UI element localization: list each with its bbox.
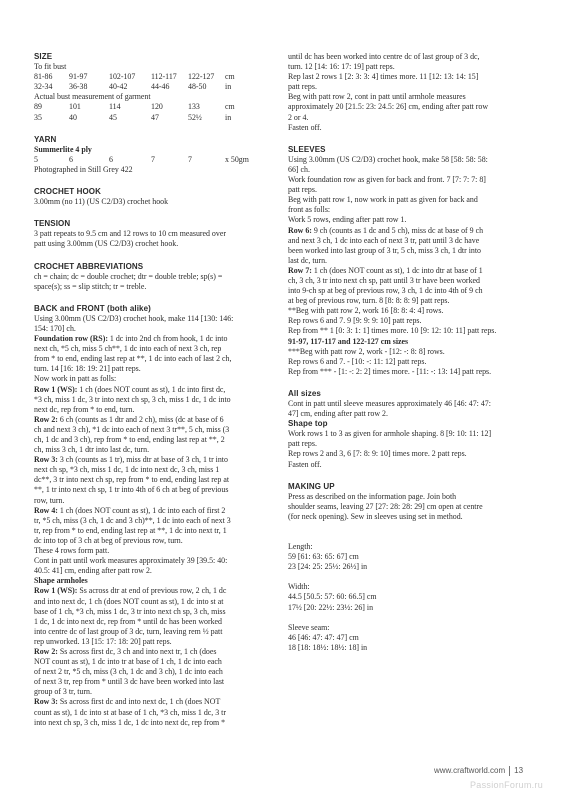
shape-top-text: [288, 429, 536, 469]
sleeve-line: Using 3.00mm (US C2/D3) crochet hook, make 58 [58: 58: 58:: [288, 154, 488, 164]
back-front-line: Row 4: 1 ch (does NOT count as st), 1 dc into each of first 2: [34, 505, 226, 515]
back-front-line: turn. 14 [16: 18: 19: 21] patt reps.: [34, 364, 141, 374]
making-up-line: (for neck opening). Sew in sleeves using set in method.: [288, 511, 463, 521]
armhole-line: 2 or 4.: [288, 112, 309, 122]
back-front-line: Using 3.00mm (US C2/D3) crochet hook, make 114 [130: 146:: [34, 313, 234, 323]
measurement-in: 23 [24: 25: 25½: 26½] in: [288, 562, 368, 572]
back-front-heading: BACK and FRONT (both alike): [34, 303, 151, 313]
back-front-line: dc**, 3 tr into next ch sp, rep from * to end, ending last rep at: [34, 475, 230, 485]
sleeve-line: been worked into last group of 3 tr, 5 ch, miss 3 ch, 1 dtr into: [288, 245, 481, 255]
watermark: PassionForum.ru: [470, 780, 544, 790]
tension-line: patt using 3.00mm (US C2/D3) crochet hook.: [34, 239, 179, 249]
right-column: [288, 52, 536, 653]
making-up-text: [288, 492, 536, 522]
sleeve-line: Rep from ** 1 [0: 3: 1: 1] times more. 10 [9: 12: 10: 11] patt reps.: [288, 326, 497, 336]
table-row: 32-34 36-38 40-42 44-46 48-50 in: [34, 82, 232, 92]
sleeve-line: **Beg with patt row 2, work 16 [8: 8: 4: 4] rows.: [288, 306, 444, 316]
measurement-in: 17½ [20: 22½: 23½: 26] in: [288, 602, 374, 612]
back-front-line: ch, miss 3 ch, 1 dtr into last dc, turn.: [34, 445, 150, 455]
size-table: [34, 72, 255, 92]
back-front-line: **, 1 tr into next ch sp, 1 tr into 4th of 6 ch at beg of previous: [34, 485, 229, 495]
sleeve-line: Work 5 rows, ending after patt row 1.: [288, 215, 407, 225]
back-front-line: of next 3 tr, rep from * until 3 dc have been worked into last: [34, 677, 225, 687]
measurement-label: Sleeve seam:: [288, 622, 330, 632]
back-front-line: next ch sp, *3 ch, miss 1 dc, 1 dc into next dc, 3 ch, miss 1: [34, 465, 220, 475]
actual-bust-label: Actual bust measurement of garment: [34, 92, 151, 102]
all-sizes-text: [288, 399, 536, 419]
back-front-line: next dc, rep from * to end, turn.: [34, 404, 135, 414]
back-front-line: Now work in patt as folls:: [34, 374, 117, 384]
sleeve-line: last dc, turn.: [288, 255, 328, 265]
back-front-line: count as st), 1 dc into st at base of 1 ch, *3 ch, miss 1 dc, 3 tr: [34, 707, 226, 717]
size-heading: SIZE: [34, 52, 53, 61]
sleeve-line: and next 3 ch, 1 dc into each of next 3 tr, patt until 3 dc have: [288, 235, 480, 245]
sleeve-line: into 9-ch sp at beg of previous row, 3 ch, 1 dc into 4th of 9 ch: [288, 286, 483, 296]
measurement-cm: 44.5 [50.5: 57: 60: 66.5] cm: [288, 592, 377, 602]
all-sizes-line: 47] cm, ending after patt row 2.: [288, 409, 388, 419]
abbreviation-line: space(s); ss = slip stitch; tr = treble.: [34, 281, 147, 291]
back-front-line: Row 2: 6 ch (counts as 1 dtr and 2 ch), miss (dc at base of 6: [34, 414, 224, 424]
back-front-line: base of 1 ch, *3 ch, miss 1 dc, 3 tr into next ch sp, 3 ch, miss: [34, 606, 226, 616]
sleeves-heading: SLEEVES: [288, 144, 326, 154]
left-column: [34, 52, 276, 728]
back-front-line: into next ch sp, 3 ch, miss 1 dc, 1 dc into next dc, rep from *: [34, 717, 226, 727]
back-front-line: These 4 rows form patt.: [34, 546, 110, 556]
back-front-instructions: [34, 314, 276, 728]
back-front-line: Foundation row (RS): 1 dc into 2nd ch from hook, 1 dc into: [34, 334, 228, 344]
shape-top-line: Rep rows 2 and 3, 6 [7: 8: 9: 10] times more. 2 patt reps.: [288, 449, 467, 459]
armhole-line: Beg with patt row 2, cont in patt until armhole measures: [288, 92, 466, 102]
abbreviation-line: ch = chain; dc = double crochet; dtr = double treble; sp(s) =: [34, 271, 223, 281]
back-front-line: row, turn.: [34, 495, 65, 505]
abbreviations-heading: CROCHET ABBREVIATIONS: [34, 261, 144, 271]
hook-text: 3.00mm (no 11) (US C2/D3) crochet hook: [34, 197, 169, 207]
armhole-line: turn. 12 [14: 16: 17: 19] patt reps.: [288, 62, 395, 72]
sleeve-line: at beg of previous row, turn. 8 [8: 8: 8: 9] patt reps.: [288, 296, 450, 306]
back-front-line: Row 3: Ss across first dc and into next dc, 1 ch (does NOT: [34, 697, 221, 707]
sleeve-line: ch, 3 ch, 3 tr into next ch sp, patt until 3 tr have been worked: [288, 275, 480, 285]
measurement-cm: 59 [61: 63: 65: 67] cm: [288, 552, 359, 562]
armhole-continuation: [288, 52, 536, 133]
back-front-line: 154: 170] ch.: [34, 323, 76, 333]
all-sizes-line: Cont in patt until sleeve measures approximately 46 [46: 47: 47:: [288, 399, 491, 408]
back-front-line: and into next dc, 1 ch (does NOT count as st), 1 dc into st at: [34, 596, 224, 606]
tension-line: 3 patt repeats to 9.5 cm and 12 rows to 10 cm measured over: [34, 229, 226, 239]
yarn-table: [34, 155, 255, 165]
shape-top-heading: Shape top: [288, 419, 328, 429]
back-front-line: group of 3 tr, turn.: [34, 687, 92, 697]
back-front-line: Row 1 (WS): Ss across dtr at end of previous row, 2 ch, 1 dc: [34, 586, 227, 596]
sleeve-line: Beg with patt row 1, now work in patt as given for back and: [288, 195, 478, 205]
armhole-line: patt reps.: [288, 82, 317, 92]
sleeve-line: 66] ch.: [288, 164, 310, 174]
back-front-line: *3 ch, miss 1 dc, 3 tr into next ch sp, 3 ch, miss 1 dc, 1 dc into: [34, 394, 231, 404]
making-up-heading: MAKING UP: [288, 481, 335, 491]
all-sizes-heading: All sizes: [288, 388, 321, 398]
back-front-line: into centre dc of last group of 3 dc, turn, leaving rem ½ patt: [34, 626, 223, 636]
table-row: 5 6 6 7 7 x 50gm: [34, 154, 249, 164]
back-front-line: Cont in patt until work measures approximately 39 [39.5: 40:: [34, 556, 228, 566]
back-front-line: rep unworked. 13 [15: 17: 18: 20] patt reps.: [34, 636, 172, 646]
footer-url: www.craftworld.com: [434, 766, 506, 776]
shape-top-line: patt reps.: [288, 439, 317, 449]
tension-text: [34, 229, 276, 249]
actual-bust-table: [34, 102, 255, 122]
sleeve-line: Rep rows 6 and 7. 9 [9: 9: 9: 10] patt reps.: [288, 316, 422, 326]
sleeve-line: Work foundation row as given for back and front. 7 [7: 7: 7: 8]: [288, 175, 486, 185]
hook-heading: CROCHET HOOK: [34, 187, 101, 197]
back-front-line: dc into top of 3 ch at beg of previous row, turn.: [34, 535, 183, 545]
back-front-line: of next 2 tr, *5 ch, miss (3 ch, 1 dc and 3 ch), 1 dc into each: [34, 667, 223, 677]
tension-heading: TENSION: [34, 219, 71, 229]
photo-note: Photographed in Still Grey 422: [34, 164, 133, 174]
page-number: 13: [514, 766, 524, 776]
table-row: 35 40 45 47 52½ in: [34, 112, 232, 122]
sleeves-instructions: [288, 155, 536, 377]
to-fit-bust-label: To fit bust: [34, 62, 67, 72]
back-front-line: 40.5: 41] cm, ending after patt row 2.: [34, 566, 152, 576]
sleeve-line: Row 6: 9 ch (counts as 1 dc and 5 ch), miss dc at base of 9 ch: [288, 225, 484, 235]
armhole-line: until dc has been worked into centre dc of last group of 3 dc,: [288, 52, 480, 61]
shape-top-line: Fasten off.: [288, 459, 322, 469]
sleeve-line: 91-97, 117-117 and 122-127 cm sizes: [288, 336, 409, 346]
back-front-line: 1 dc, 1 dc into next dc, rep from * until dc has been worked: [34, 616, 223, 626]
back-front-line: Shape armholes: [34, 576, 88, 586]
back-front-line: tr, *5 ch, miss (3 ch, 1 dc and 3 ch)**, 1 dc into each of next 3: [34, 515, 231, 525]
armhole-line: Rep last 2 rows 1 [2: 3: 3: 4] times more. 11 [12: 13: 14: 15]: [288, 72, 479, 82]
back-front-line: ch and next 3 ch), *1 dc into each of next 3 tr**, 5 ch, miss (3: [34, 424, 230, 434]
yarn-heading: YARN: [34, 134, 57, 144]
table-row: 89 101 114 120 133 cm: [34, 102, 235, 112]
making-up-line: Press as described on the information page. Join both: [288, 491, 457, 501]
armhole-line: approximately 20 [21.5: 23: 24.5: 26] cm, ending after patt row: [288, 102, 489, 112]
sleeve-line: ***Beg with patt row 2, work - [12: -: 8: 8] rows.: [288, 346, 445, 356]
measurement-in: 18 [18: 18½: 18½: 18] in: [288, 642, 368, 652]
sleeve-line: Row 7: 1 ch (does NOT count as st), 1 dc into dtr at base of 1: [288, 265, 483, 275]
abbreviations-text: [34, 272, 276, 292]
sleeve-line: Rep rows 6 and 7. - [10: -: 11: 12] patt reps.: [288, 356, 427, 366]
making-up-line: shoulder seams, leaving 27 [27: 28: 28: 29] cm open at centre: [288, 501, 483, 511]
measurements: [288, 542, 536, 653]
sleeve-line: Rep from *** - [1: -: 2: 2] times more. - [11: -: 13: 14] patt reps.: [288, 366, 492, 376]
shape-top-line: Work rows 1 to 3 as given for armhole shaping. 8 [9: 10: 11: 12]: [288, 429, 492, 439]
measurement-label: Width:: [288, 582, 310, 592]
footer: [434, 766, 544, 776]
measurement-cm: 46 [46: 47: 47: 47] cm: [288, 632, 359, 642]
back-front-line: NOT count as st), 1 dc into tr at base of 1 ch, 1 dc into each: [34, 657, 222, 667]
sleeve-line: patt reps.: [288, 185, 317, 195]
back-front-line: Row 1 (WS): 1 ch (does NOT count as st), 1 dc into first dc,: [34, 384, 226, 394]
yarn-name: Summerlite 4 ply: [34, 144, 92, 154]
back-front-line: Row 3: 3 ch (counts as 1 tr), miss dtr at base of 3 ch, 1 tr into: [34, 455, 228, 465]
footer-divider: [509, 766, 510, 776]
back-front-line: from * to end, ending last rep at **, 1 dc into each of last 2 ch,: [34, 354, 232, 364]
measurement-label: Length:: [288, 542, 313, 552]
back-front-line: next ch, *5 ch, miss 5 ch**, 1 dc into each of next 3 ch, rep: [34, 344, 222, 354]
back-front-line: tr, rep from * to end, ending last rep at **, 1 dc into next tr, 1: [34, 525, 227, 535]
table-row: 81-86 91-97 102-107 112-117 122-127 cm: [34, 72, 235, 82]
back-front-line: Row 2: Ss across first dc, 3 ch and into next tr, 1 ch (does: [34, 646, 217, 656]
back-front-line: ch, 1 dc and 3 ch), rep from * to end, ending last rep at **, 2: [34, 435, 225, 444]
sleeve-line: front as folls:: [288, 205, 331, 215]
armhole-line: Fasten off.: [288, 122, 322, 132]
